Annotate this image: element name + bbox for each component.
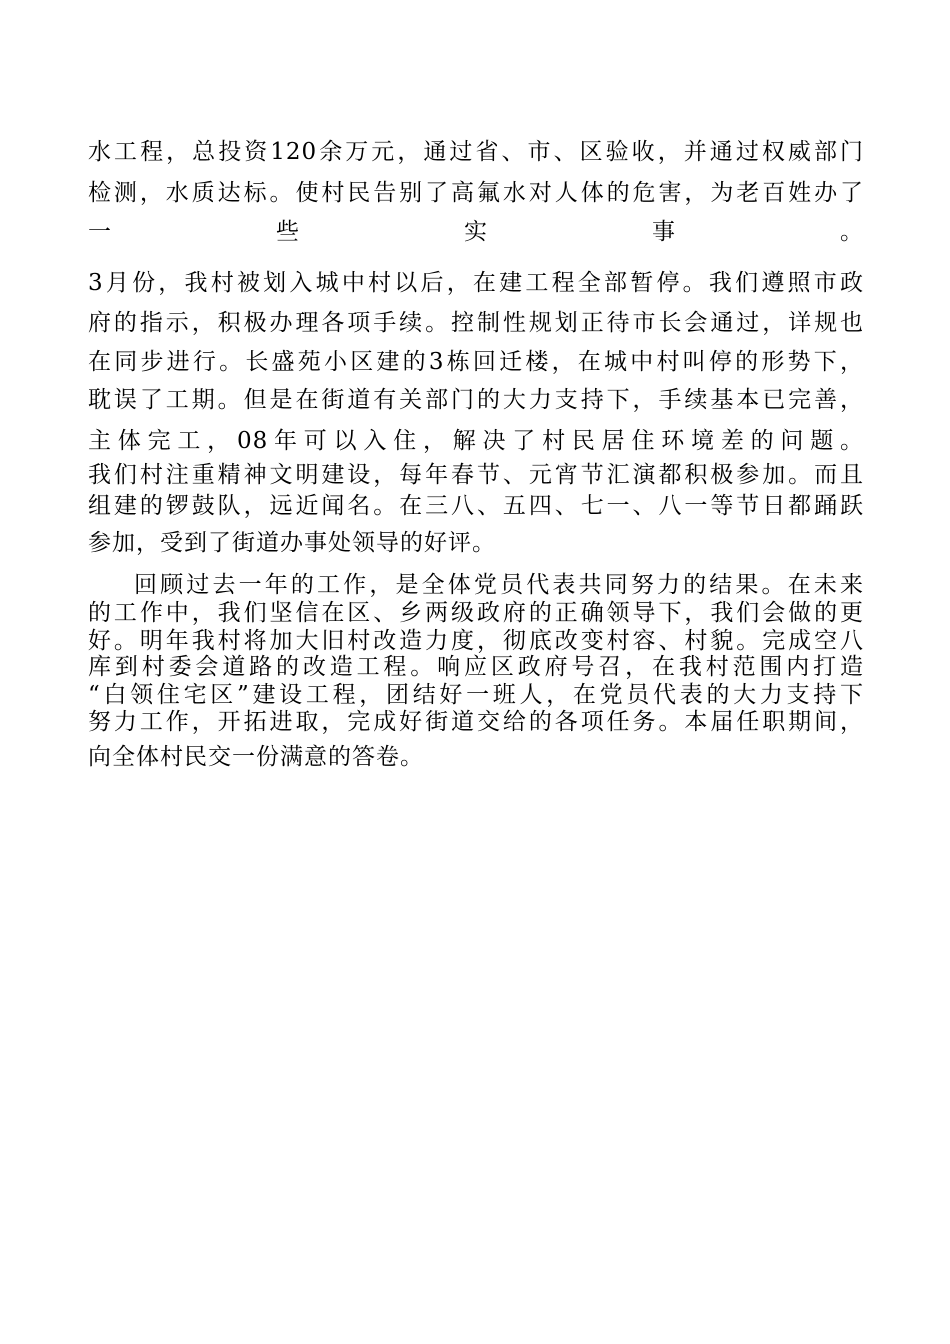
text-line: 主体完工，08年可以入住，解决了村民居住环境差的问题。 [88,428,864,454]
text-line: 努力工作，开拓进取，完成好街道交给的各项任务。本届任职期间， [88,709,864,735]
text-line: 耽误了工期。但是在街道有关部门的大力支持下，手续基本已完善， [88,387,864,413]
text-line: 好。明年我村将加大旧村改造力度，彻底改变村容、村貌。完成空八 [88,628,864,654]
text-line: 3月份，我村被划入城中村以后，在建工程全部暂停。我们遵照市政 [88,270,864,296]
text-line: 在同步进行。长盛苑小区建的3栋回迁楼，在城中村叫停的形势下， [88,349,864,375]
text-line: 组建的锣鼓队，远近闻名。在三八、五四、七一、八一等节日都踊跃 [88,493,864,519]
text-line: 我们村注重精神文明建设，每年春节、元宵节汇演都积极参加。而且 [88,462,864,488]
text-line: 检测，水质达标。使村民告别了高氟水对人体的危害，为老百姓办了 [88,180,864,206]
text-line: 向全体村民交一份满意的答卷。 [88,744,424,770]
text-line: 回顾过去一年的工作，是全体党员代表共同努力的结果。在未来 [134,572,864,598]
text-line: 水工程，总投资120余万元，通过省、市、区验收，并通过权威部门 [88,139,864,165]
text-line: 一 些 实 事 。 [88,219,864,245]
text-line: 府的指示，积极办理各项手续。控制性规划正待市长会通过，详规也 [88,310,864,336]
text-line: “白领住宅区”建设工程，团结好一班人，在党员代表的大力支持下 [88,682,864,708]
text-line: 参加，受到了街道办事处领导的好评。 [88,530,496,556]
text-line: 库到村委会道路的改造工程。响应区政府号召，在我村范围内打造 [88,654,864,680]
text-line: 的工作中，我们坚信在区、乡两级政府的正确领导下，我们会做的更 [88,600,864,626]
